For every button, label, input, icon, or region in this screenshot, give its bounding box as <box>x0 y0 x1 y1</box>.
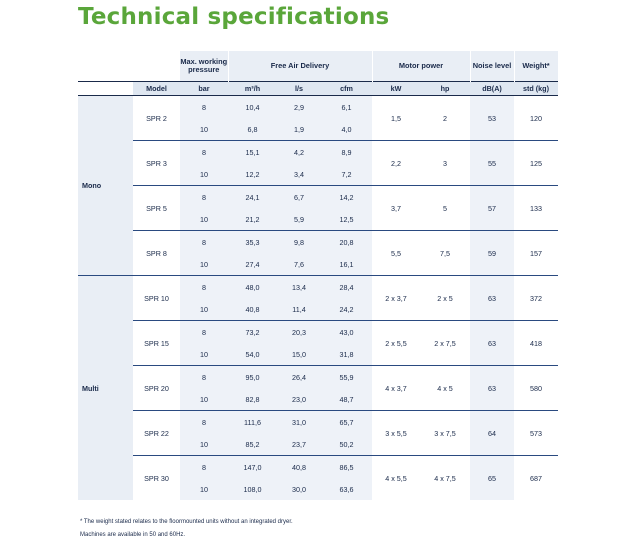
model-cell: SPR 8 <box>133 231 180 276</box>
kw-cell: 3,7 <box>372 186 420 231</box>
kw-cell: 2 x 3,7 <box>372 276 420 321</box>
hp-cell: 2 <box>443 113 447 123</box>
weight-cell: 133 <box>514 186 558 231</box>
m3h-cell: 54,0 <box>228 343 277 366</box>
pressure-cell: 10 <box>180 208 228 231</box>
ls-cell: 7,6 <box>277 253 321 276</box>
m3h-cell: 73,2 <box>228 321 277 344</box>
ls-cell: 26,4 <box>277 366 321 389</box>
specifications-table <box>78 51 559 500</box>
header-max-pressure: Max. working pressure <box>180 51 228 82</box>
model-cell: SPR 10 <box>133 276 180 321</box>
cfm-cell: 6,1 <box>321 96 372 119</box>
noise-cell: 59 <box>470 231 514 276</box>
noise-cell: 55 <box>470 141 514 186</box>
header-hp: hp <box>420 82 470 96</box>
m3h-cell: 6,8 <box>228 118 277 141</box>
pressure-cell: 8 <box>180 321 228 344</box>
ls-cell: 6,7 <box>277 186 321 209</box>
pressure-cell: 8 <box>180 276 228 299</box>
pressure-cell: 10 <box>180 343 228 366</box>
hp-cell: 4 x 5 <box>420 366 470 411</box>
noise-cell: 65 <box>470 456 514 501</box>
cfm-cell: 24,2 <box>321 298 372 321</box>
ls-cell: 3,4 <box>277 163 321 186</box>
table-row <box>78 141 558 164</box>
hp-cell: 7,5 <box>420 231 470 276</box>
cfm-cell: 55,9 <box>321 366 372 389</box>
table-row <box>78 411 558 434</box>
kw-cell: 4 x 5,5 <box>372 456 420 501</box>
m3h-cell: 40,8 <box>228 298 277 321</box>
m3h-cell: 12,2 <box>228 163 277 186</box>
cfm-cell: 28,4 <box>321 276 372 299</box>
cfm-cell: 86,5 <box>321 456 372 479</box>
pressure-cell: 8 <box>180 186 228 209</box>
noise-cell: 57 <box>470 186 514 231</box>
table-row <box>78 231 558 254</box>
header-db: dB(A) <box>470 82 514 96</box>
hp-cell: 2 x 7,5 <box>420 321 470 366</box>
weight-cell: 120 <box>530 113 542 123</box>
cfm-cell: 16,1 <box>321 253 372 276</box>
table-row <box>78 456 558 479</box>
cfm-cell: 63,6 <box>321 478 372 500</box>
cfm-cell: 8,9 <box>321 141 372 164</box>
hp-cell: 2 x 5 <box>420 276 470 321</box>
footnote-weight: * The weight stated relates to the floormounted units without an integrated dryer. <box>80 519 293 525</box>
noise-cell: 64 <box>470 411 514 456</box>
m3h-cell: 27,4 <box>228 253 277 276</box>
pressure-cell: 8 <box>180 231 228 254</box>
kw-cell: 2,2 <box>372 141 420 186</box>
model-cell: SPR 3 <box>133 141 180 186</box>
model-cell: SPR 15 <box>133 321 180 366</box>
hp-cell: 3 x 7,5 <box>420 411 470 456</box>
pressure-cell: 8 <box>180 411 228 434</box>
kw-cell: 4 x 3,7 <box>372 366 420 411</box>
weight-cell: 125 <box>514 141 558 186</box>
cfm-cell: 20,8 <box>321 231 372 254</box>
header-std-kg: std (kg) <box>514 82 558 96</box>
m3h-cell: 48,0 <box>228 276 277 299</box>
ls-cell: 23,7 <box>277 433 321 456</box>
weight-cell: 580 <box>514 366 558 411</box>
pressure-cell: 8 <box>180 96 228 119</box>
model-cell: SPR 5 <box>133 186 180 231</box>
page-title: Technical specifications <box>78 4 390 30</box>
model-cell: SPR 22 <box>133 411 180 456</box>
ls-cell: 40,8 <box>277 456 321 479</box>
m3h-cell: 108,0 <box>228 478 277 500</box>
ls-cell: 30,0 <box>277 478 321 500</box>
weight-cell: 372 <box>514 276 558 321</box>
pressure-cell: 10 <box>180 433 228 456</box>
hp-cell: 4 x 7,5 <box>420 456 470 501</box>
ls-cell: 9,8 <box>277 231 321 254</box>
model-cell: SPR 20 <box>133 366 180 411</box>
ls-cell: 5,9 <box>277 208 321 231</box>
ls-cell: 23,0 <box>277 388 321 411</box>
noise-cell: 63 <box>470 366 514 411</box>
pressure-cell: 10 <box>180 253 228 276</box>
cfm-cell: 12,5 <box>321 208 372 231</box>
table-row <box>78 96 558 119</box>
pressure-cell: 10 <box>180 118 228 141</box>
pressure-cell: 8 <box>180 456 228 479</box>
cfm-cell: 50,2 <box>321 433 372 456</box>
header-row-units <box>78 82 558 96</box>
pressure-cell: 8 <box>180 141 228 164</box>
model-cell: SPR 2 <box>133 96 180 141</box>
m3h-cell: 24,1 <box>228 186 277 209</box>
m3h-cell: 95,0 <box>228 366 277 389</box>
weight-cell: 418 <box>514 321 558 366</box>
cfm-cell: 4,0 <box>321 118 372 141</box>
header-m3h: m³/h <box>228 82 277 96</box>
pressure-cell: 10 <box>180 388 228 411</box>
hp-cell: 5 <box>420 186 470 231</box>
header-row-top <box>78 51 558 82</box>
table-row <box>78 366 558 389</box>
ls-cell: 31,0 <box>277 411 321 434</box>
header-weight: Weight* <box>514 51 558 82</box>
table-body <box>78 96 558 501</box>
footnote-frequency: Machines are available in 50 and 60Hz. <box>80 532 186 538</box>
table-row <box>78 276 558 299</box>
pressure-cell: 10 <box>180 163 228 186</box>
header-blank-cell <box>133 51 180 82</box>
weight-cell: 573 <box>514 411 558 456</box>
footnotes <box>80 516 293 542</box>
m3h-cell: 35,3 <box>228 231 277 254</box>
table-row <box>78 186 558 209</box>
m3h-cell: 147,0 <box>228 456 277 479</box>
ls-cell: 13,4 <box>277 276 321 299</box>
header-free-air-delivery: Free Air Delivery <box>228 51 372 82</box>
ls-cell: 1,9 <box>277 118 321 141</box>
m3h-cell: 21,2 <box>228 208 277 231</box>
noise-cell: 63 <box>470 276 514 321</box>
ls-cell: 4,2 <box>277 141 321 164</box>
noise-cell: 53 <box>470 96 514 141</box>
header-blank-cell <box>78 82 133 96</box>
cfm-cell: 7,2 <box>321 163 372 186</box>
model-cell: SPR 30 <box>133 456 180 501</box>
ls-cell: 2,9 <box>277 96 321 119</box>
header-kw: kW <box>372 82 420 96</box>
pressure-cell: 10 <box>180 478 228 500</box>
ls-cell: 11,4 <box>277 298 321 321</box>
m3h-cell: 85,2 <box>228 433 277 456</box>
group-label: Multi <box>78 276 133 501</box>
kw-cell: 3 x 5,5 <box>372 411 420 456</box>
kw-cell: 1,5 <box>391 113 401 123</box>
cfm-cell: 65,7 <box>321 411 372 434</box>
hp-cell: 3 <box>420 141 470 186</box>
group-label: Mono <box>78 96 133 276</box>
ls-cell: 20,3 <box>277 321 321 344</box>
cfm-cell: 31,8 <box>321 343 372 366</box>
header-blank-cell <box>78 51 133 82</box>
header-bar: bar <box>180 82 228 96</box>
pressure-cell: 10 <box>180 298 228 321</box>
m3h-cell: 15,1 <box>228 141 277 164</box>
weight-cell: 687 <box>514 456 558 501</box>
kw-cell: 2 x 5,5 <box>372 321 420 366</box>
weight-cell: 157 <box>514 231 558 276</box>
cfm-cell: 14,2 <box>321 186 372 209</box>
header-cfm: cfm <box>321 82 372 96</box>
kw-cell: 5,5 <box>372 231 420 276</box>
header-motor-power: Motor power <box>372 51 470 82</box>
m3h-cell: 10,4 <box>228 96 277 119</box>
table-row <box>78 321 558 344</box>
header-model: Model <box>133 82 180 96</box>
m3h-cell: 82,8 <box>228 388 277 411</box>
cfm-cell: 43,0 <box>321 321 372 344</box>
ls-cell: 15,0 <box>277 343 321 366</box>
cfm-cell: 48,7 <box>321 388 372 411</box>
header-ls: l/s <box>277 82 321 96</box>
pressure-cell: 8 <box>180 366 228 389</box>
noise-cell: 63 <box>470 321 514 366</box>
m3h-cell: 111,6 <box>228 411 277 434</box>
header-noise-level: Noise level <box>470 51 514 82</box>
